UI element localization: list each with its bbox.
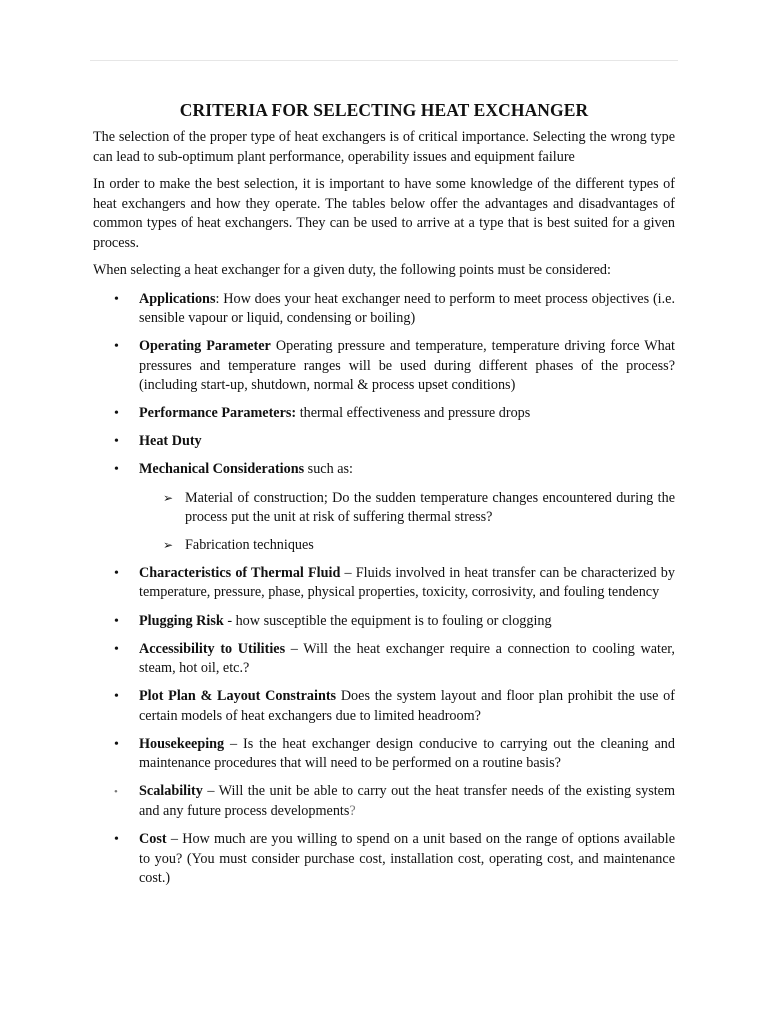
criteria-text: – Is the heat exchanger design conducive to carrying out the cleaning and maintenance procedures that will need to be performed on a routine basis?: [139, 735, 675, 772]
criteria-item-plugging-risk: [93, 612, 675, 632]
bullet-icon: •: [114, 406, 119, 422]
mechanical-sublist: [139, 489, 675, 556]
bullet-icon: •: [114, 832, 119, 848]
criteria-text: : How does your heat exchanger need to perform to meet process objectives (i.e. sensible vapour or liquid, condensing or boiling): [139, 290, 675, 326]
criteria-text: – Fluids involved in heat transfer can be characterized by temperature, pressure, phase, physical properties, toxicity, corrosivity, and fouling tendency: [139, 564, 675, 601]
intro-paragraph-3: When selecting a heat exchanger for a given duty, the following points must be considered:: [93, 262, 611, 278]
criteria-trailing-mark: ?: [349, 802, 356, 819]
criteria-term: Housekeeping: [139, 735, 225, 752]
document-body: [93, 100, 675, 897]
criteria-text: Does the system layout and floor plan prohibit the use of certain models of heat exchangers due to limited headroom?: [139, 688, 675, 724]
bullet-icon: •: [114, 434, 119, 450]
criteria-term: Performance Parameters:: [139, 405, 297, 422]
criteria-term: Cost: [139, 831, 167, 848]
criteria-term: Plot Plan & Layout Constraints: [139, 688, 337, 705]
header-divider: [90, 60, 678, 61]
criteria-text: – Will the unit be able to carry out the heat transfer needs of the existing system and any future process developments: [139, 783, 675, 819]
criteria-item-scalability: [93, 782, 675, 821]
criteria-term: Heat Duty: [139, 433, 202, 450]
criteria-item-performance-parameters: [93, 404, 675, 424]
subitem-text: Material of construction; Do the sudden temperature changes encountered during the process put the unit at risk of suffering thermal stress?: [185, 489, 675, 526]
criteria-text: – How much are you willing to spend on a unit based on the range of options available to you? (You must consider purchase cost, installation cost, operating cost, and maintenance cost.): [139, 831, 675, 887]
criteria-item-housekeeping: [93, 735, 675, 774]
criteria-term: Operating Parameter: [139, 338, 271, 355]
bullet-icon: •: [114, 689, 119, 705]
criteria-item-heat-duty: [93, 432, 675, 452]
bullet-icon: •: [114, 462, 119, 478]
criteria-term: Scalability: [139, 783, 203, 800]
intro-paragraph-2: In order to make the best selection, it is important to have some knowledge of the different types of heat exchangers and how they operate. The tables below offer the advantages and disadvantages of common types of heat exchangers. They can be used to arrive at a type that is best suited for a given process.: [93, 176, 675, 251]
bullet-icon: •: [114, 613, 119, 629]
criteria-list: [93, 290, 675, 889]
mechanical-subitem: [139, 489, 675, 528]
criteria-term: Characteristics of Thermal Fluid: [139, 564, 341, 581]
arrow-bullet-icon: ➢: [163, 537, 174, 552]
bullet-icon: •: [114, 291, 119, 307]
intro-paragraph-1: The selection of the proper type of heat exchangers is of critical importance. Selecting the wrong type can lead to sub-optimum plant performance, operability issues and equipment failure: [93, 129, 675, 165]
mechanical-subitem: [139, 536, 675, 556]
criteria-item-applications: [93, 290, 675, 329]
criteria-term: Applications: [139, 290, 216, 307]
arrow-bullet-icon: ➢: [163, 490, 174, 505]
criteria-item-cost: [93, 830, 675, 889]
criteria-text: such as:: [304, 461, 353, 478]
bullet-icon: •: [114, 339, 119, 355]
criteria-item-thermal-fluid: [93, 564, 675, 603]
criteria-item-plot-plan: [93, 687, 675, 726]
page-title: CRITERIA FOR SELECTING HEAT EXCHANGER: [179, 100, 589, 120]
subitem-text: Fabrication techniques: [185, 536, 314, 553]
criteria-term: Accessibility to Utilities: [139, 640, 286, 657]
criteria-text: – Will the heat exchanger require a connection to cooling water, steam, hot oil, etc.?: [139, 640, 675, 677]
criteria-term: Mechanical Considerations: [139, 461, 305, 478]
bullet-icon: •: [114, 641, 119, 657]
criteria-text: thermal effectiveness and pressure drops: [296, 405, 531, 422]
bullet-icon: •: [114, 565, 119, 581]
bullet-icon: •: [114, 736, 119, 752]
criteria-item-mechanical-considerations: [93, 460, 675, 555]
criteria-text: Operating pressure and temperature, temperature driving force What pressures and temperature ranges will be used during different phases of the process? (including start-up, shutdown, normal & process upset conditions): [139, 338, 675, 394]
criteria-item-utilities: [93, 640, 675, 679]
criteria-term: Plugging Risk: [139, 612, 224, 629]
criteria-item-operating-parameter: [93, 337, 675, 396]
bullet-icon: •: [114, 786, 118, 799]
criteria-text: - how susceptible the equipment is to fouling or clogging: [223, 612, 552, 629]
